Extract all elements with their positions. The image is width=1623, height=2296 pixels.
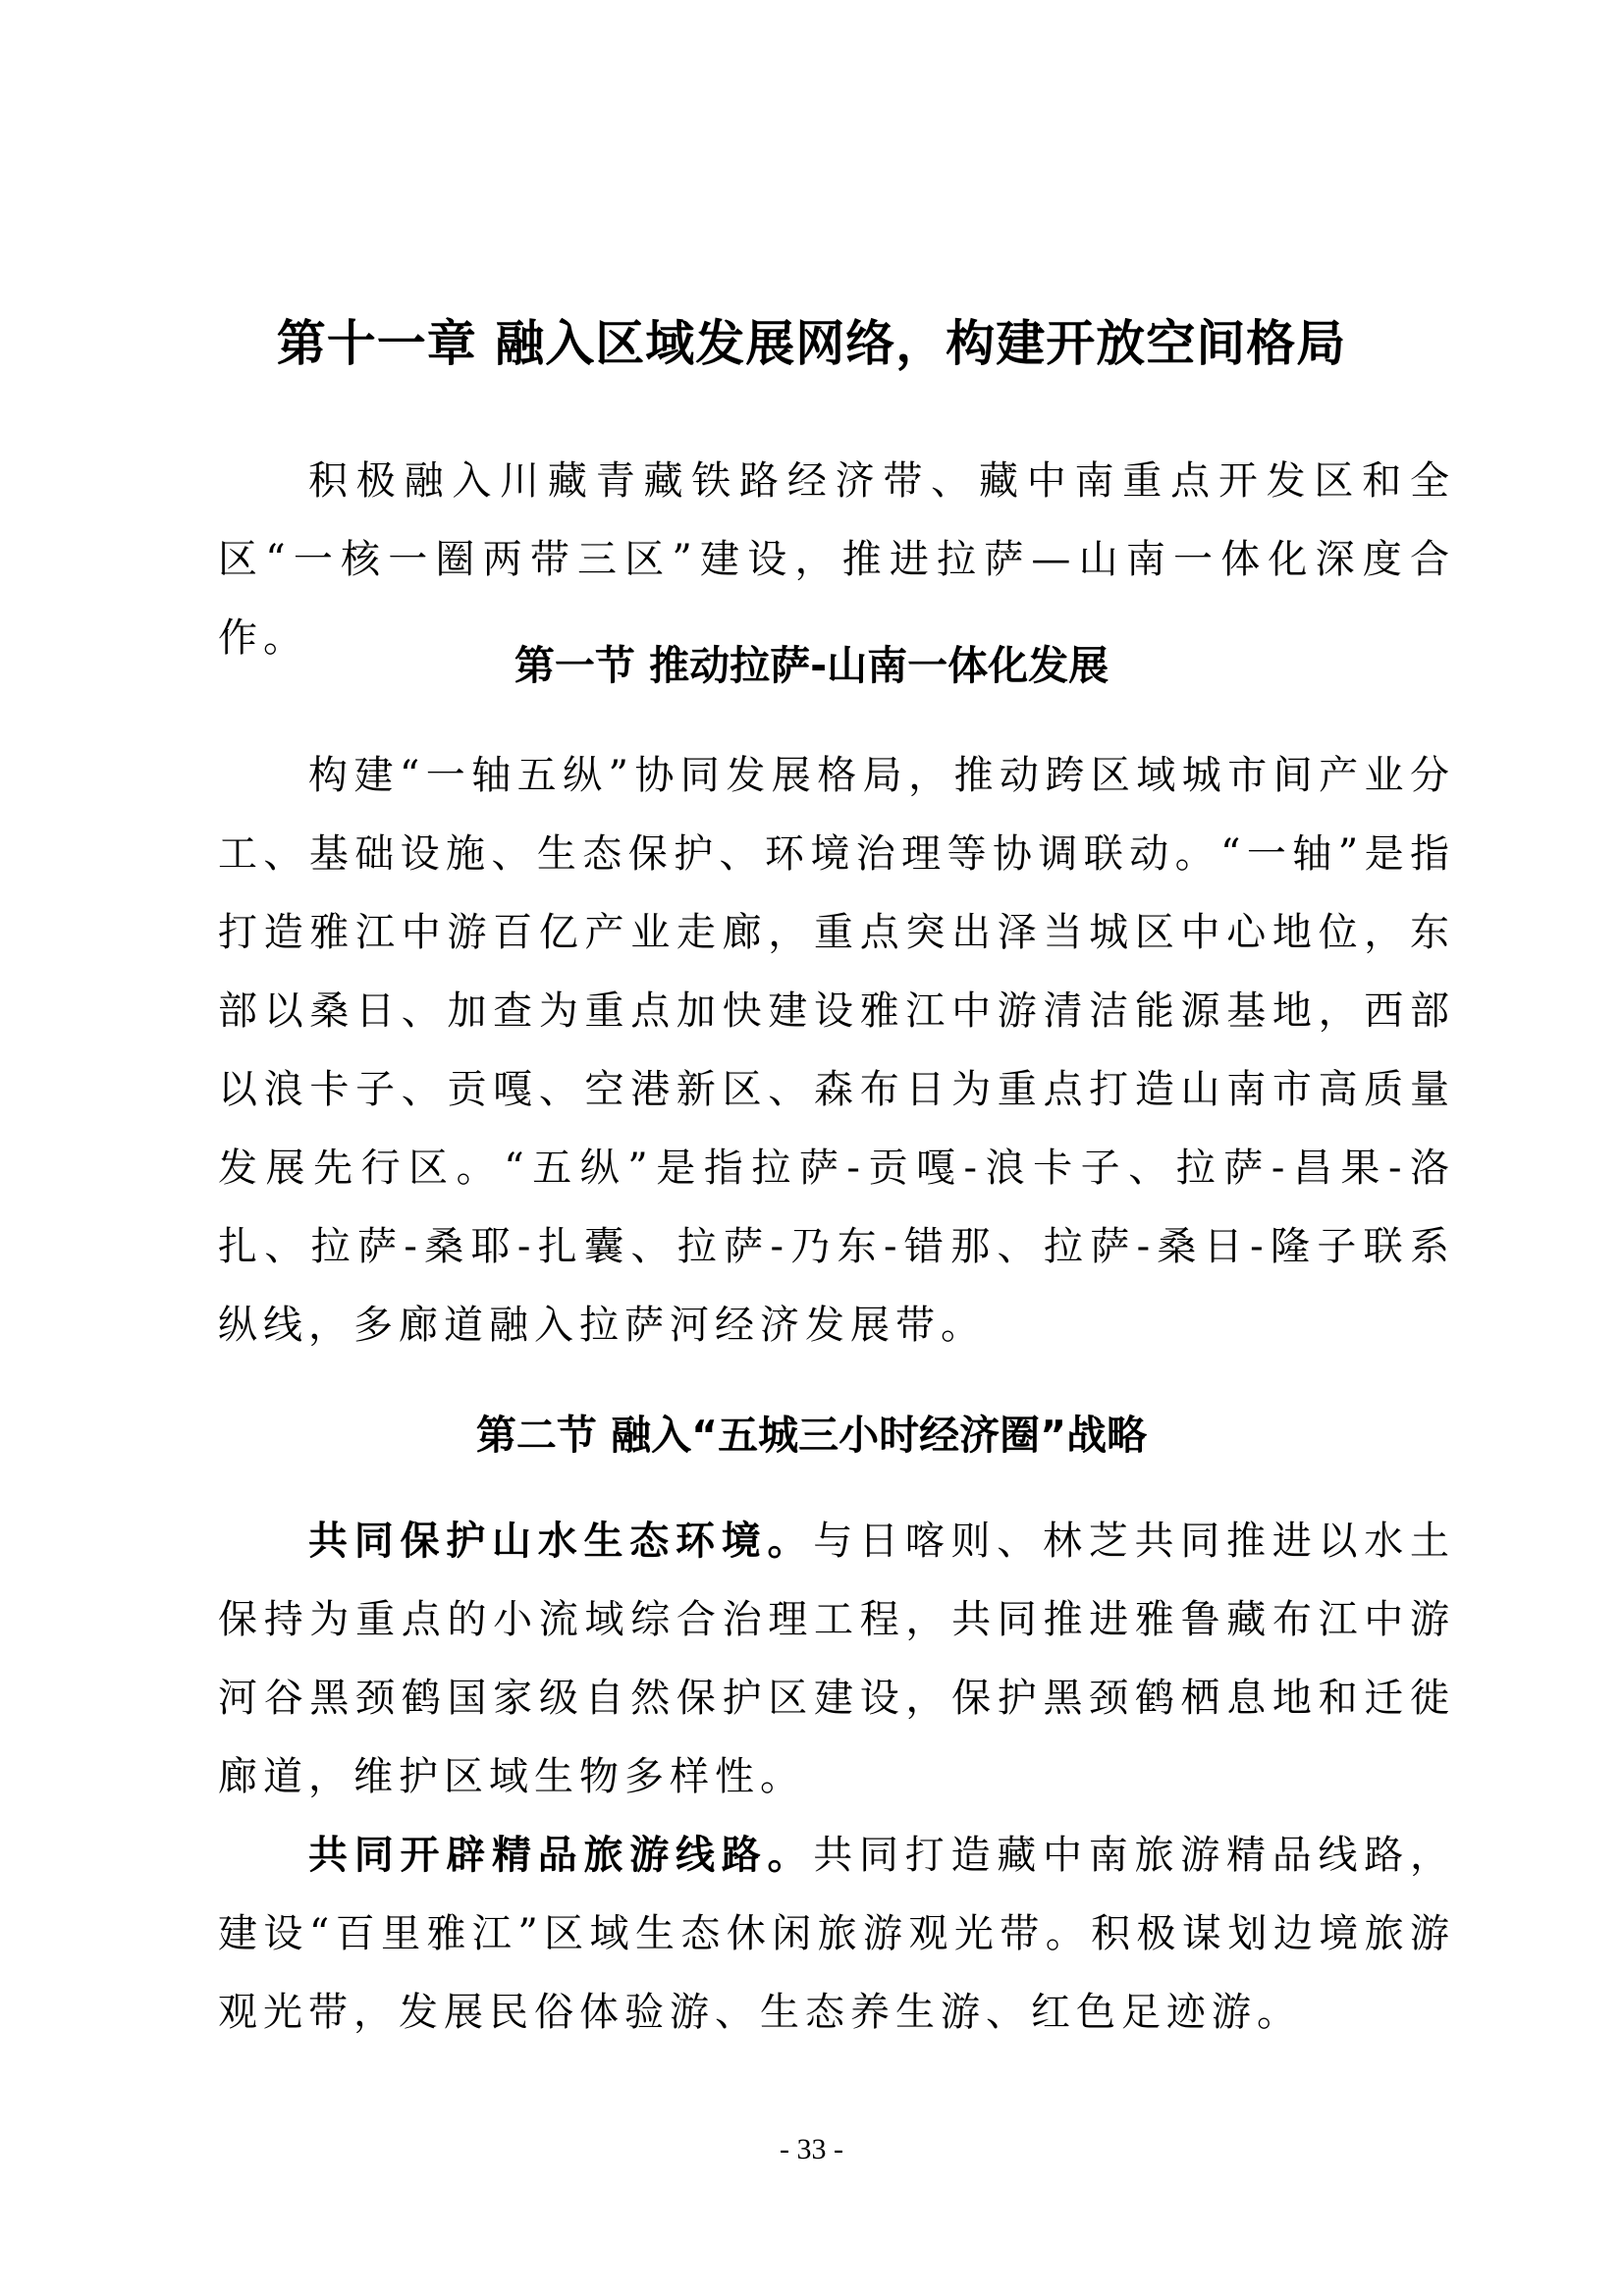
paragraph-body-text: 共同打造藏中南旅游精品线路，建设“百里雅江”区域生态休闲旅游观光带。积极谋划边境旅游观光带，发展民俗体验游、生态养生游、红色足迹游。 bbox=[218, 1833, 1455, 2035]
section-1-title: 第一节 推动拉萨-山南一体化发展 bbox=[514, 642, 1109, 689]
section-2-title: 第二节 融入“五城三小时经济圈”战略 bbox=[475, 1412, 1148, 1459]
section-2-paragraph-1 bbox=[218, 1502, 1455, 1816]
page-number: - 33 - bbox=[780, 2133, 843, 2165]
paragraph-lead-heading: 共同开辟精品旅游线路。 bbox=[308, 1833, 814, 1878]
section-1-paragraph: 构建“一轴五纵”协同发展格局，推动跨区域城市间产业分工、基础设施、生态保护、环境治理等协调联动。“一轴”是指打造雅江中游百亿产业走廊，重点突出泽当城区中心地位，东部以桑日、加查为重点加快建设雅江中游清洁能源基地，西部以浪卡子、贡嘎、空港新区、森布日为重点打造山南市高质量发展先行区。“五纵”是指拉萨-贡嘎-浪卡子、拉萨-昌果-洛扎、拉萨-桑耶-扎囊、拉萨-乃东-错那、拉萨-桑日-隆子联系纵线，多廊道融入拉萨河经济发展带。 bbox=[218, 753, 1455, 1348]
paragraph-lead-heading: 共同保护山水生态环境。 bbox=[308, 1519, 814, 1564]
paragraph-body-text: 与日喀则、林芝共同推进以水土保持为重点的小流域综合治理工程，共同推进雅鲁藏布江中游河谷黑颈鹤国家级自然保护区建设，保护黑颈鹤栖息地和迁徙廊道，维护区域生物多样性。 bbox=[218, 1519, 1455, 1799]
section-2-paragraph-2 bbox=[218, 1816, 1455, 2052]
chapter-title: 第十一章 融入区域发展网络，构建开放空间格局 bbox=[276, 315, 1347, 372]
intro-paragraph: 积极融入川藏青藏铁路经济带、藏中南重点开发区和全区“一核一圈两带三区”建设，推进拉萨—山南一体化深度合作。 bbox=[218, 458, 1455, 661]
